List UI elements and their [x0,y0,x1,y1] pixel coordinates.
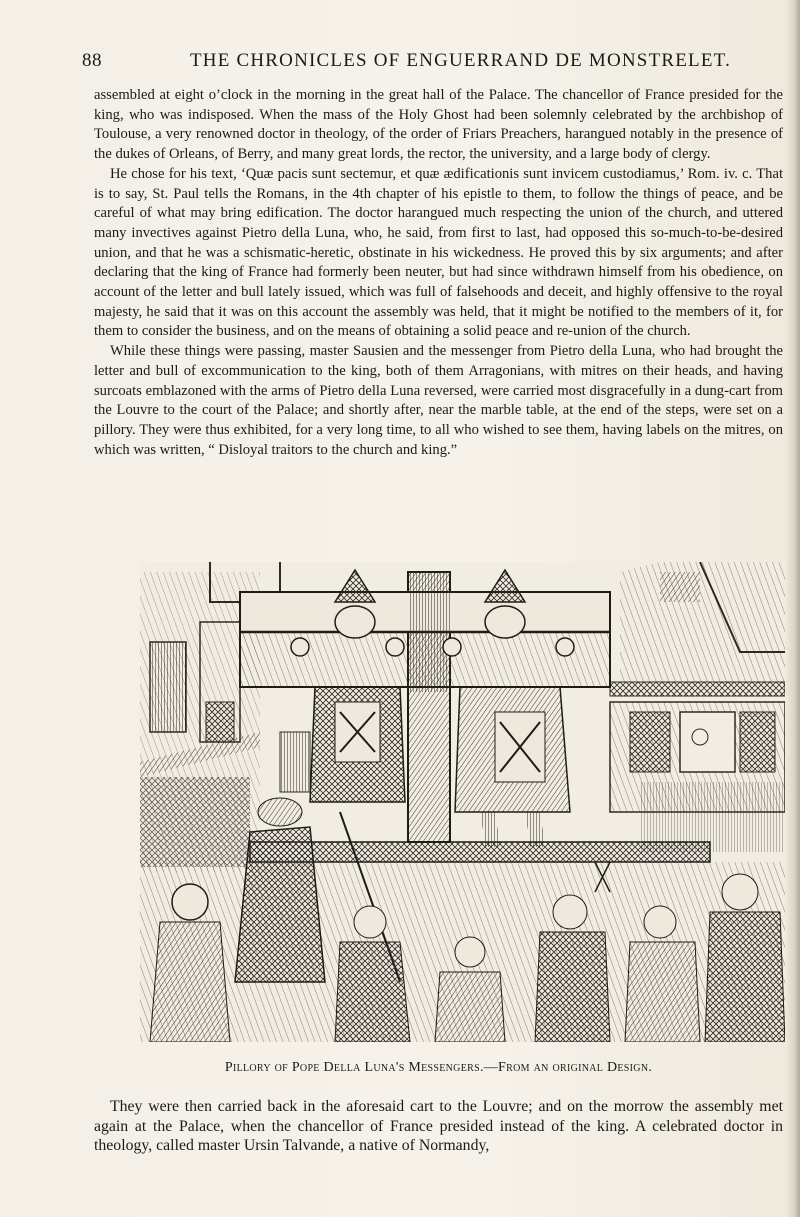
right-building-drawing [610,562,785,852]
closing-paragraph: They were then carried back in the aforesaid cart to the Louvre; and on the morrow the assembly met again at the Palace, when the chancellor of France presided instead of the king. A celebrated doctor in theology, called master Ursin Talvande, a native of Normandy, [94,1098,783,1154]
scaffold-platform-drawing [250,842,710,862]
body-text [94,86,783,460]
running-head [82,50,782,74]
running-title: THE CHRONICLES OF ENGUERRAND DE MONSTRELET. [190,50,732,71]
page-edge-shadow [786,0,800,1217]
caption-text: Pillory of Pope Della Luna's Messengers.—From an original Design. [224,1060,653,1075]
paragraph-2: He chose for his text, ‘Quæ pacis sunt sectemur, et quæ ædificationis sunt invicem custodiamus,’ Rom. iv. c. That is to say, St. Paul tells the Romans, in the 4th chapter of his epistle to them, to follow the things of peace, and be careful of what may bring edification. The doctor harangued much respecting the union of the church, and uttered many invectives against Pietro della Luna, who, he said, from first to last, had opposed this so-much-to-be-desired union, and that he was a schismatic-heretic, obstinate in his wickedness. He proved this by six arguments; and after declaring that the king of France had formerly been neuter, but had since withdrawn himself from his obedience, on account of the letter and bull lately issued, which was full of falsehoods and deceit, and highly offensive to the royal majesty, he said that it was on this account the assembly was held, that it might be notified to the members of it, for them to consider the business, and on the means of obtaining a solid peace and re-union of the church. [94,165,783,340]
engraving-illustration [140,562,785,1042]
figure-caption [94,1060,783,1076]
paragraph-3: While these things were passing, master Sausien and the messenger from Pietro della Luna, who had brought the letter and bull of excommunication to the king, both of them Arragonians, with mitres on their heads, and having surcoats emblazoned with the arms of Pietro della Luna reversed, were carried most disgracefully in a dung-cart from the Louvre to the court of the Palace; and shortly after, near the marble table, at the end of the steps, were set on a pillory. They were thus exhibited, for a very long time, to all who wished to see them, having labels on the mitres, on which was written, “ Disloyal traitors to the church and king.” [94,343,783,458]
paragraph-1: assembled at eight o’clock in the morning in the great hall of the Palace. The chancellor of France presided for the king, who was indisposed. When the mass of the Holy Ghost had been solemnly celebrated by the archbishop of Toulouse, a very renowned doctor in theology, of the order of Friars Preachers, harangued notably in the presence of the dukes of Orleans, of Berry, and many great lords, the rector, the university, and a large body of clergy. [94,87,783,163]
body-text-continued [94,1097,783,1156]
page-number: 88 [82,50,102,71]
pillory-engraving [140,562,785,1042]
